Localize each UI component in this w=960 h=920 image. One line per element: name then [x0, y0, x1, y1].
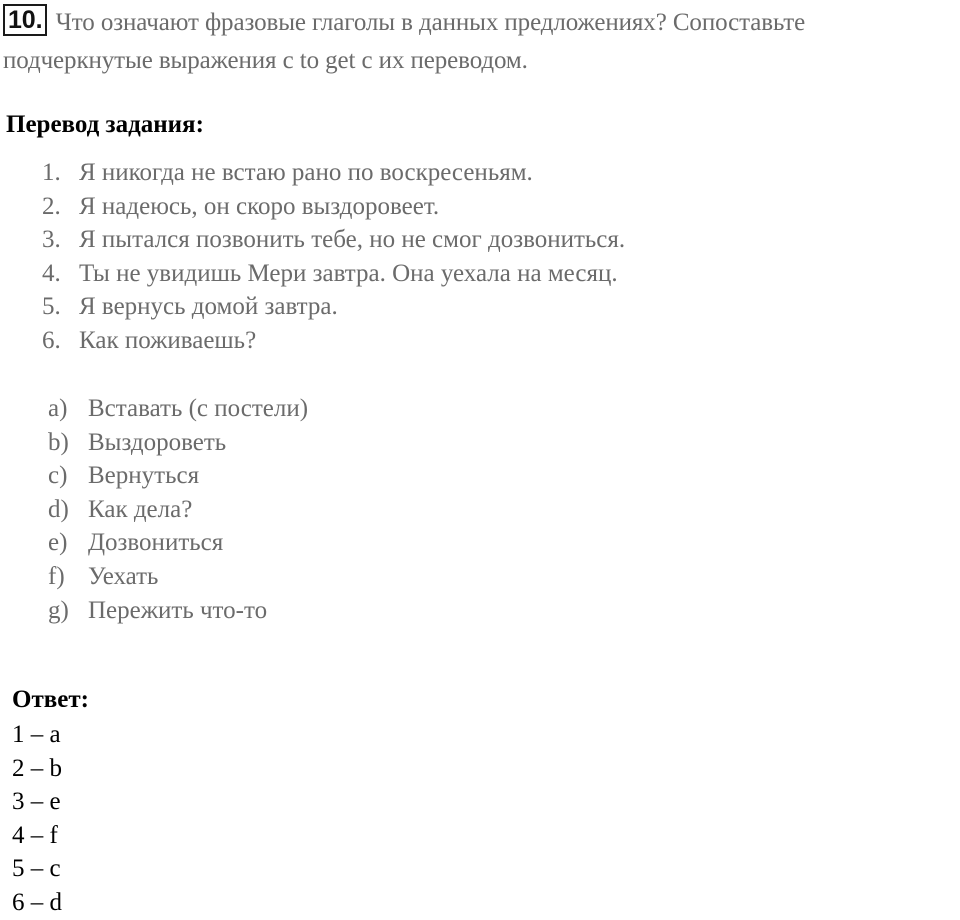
option-marker: b) — [48, 428, 69, 456]
sentence-item — [42, 290, 625, 324]
option-marker: g) — [48, 596, 69, 624]
answer-pair: 5 – c — [12, 855, 61, 883]
sentence-marker: 2. — [42, 192, 61, 220]
task-instruction-text: Что означают фразовые глаголы в данных предложениях? Сопоставьте подчеркнутые выражения с to get с их переводом. — [3, 9, 806, 74]
answer-pair: 2 – b — [12, 754, 62, 782]
option-item — [48, 426, 308, 460]
task-number-badge: 10. — [3, 4, 47, 36]
sentence-marker: 4. — [42, 259, 61, 287]
option-text: Уехать — [88, 562, 159, 590]
translation-heading: Перевод задания: — [6, 111, 204, 138]
sentence-item — [42, 190, 625, 224]
option-text: Вставать (с постели) — [88, 395, 309, 422]
sentence-item — [42, 324, 625, 358]
option-text: Дозвониться — [88, 529, 224, 557]
sentence-text: Я пытался позвонить тебе, но не смог дозвониться. — [79, 226, 626, 254]
option-item — [48, 493, 308, 527]
answer-heading: Ответ: — [12, 686, 89, 713]
option-text: Как дела? — [88, 495, 193, 523]
option-item — [48, 594, 308, 628]
sentence-item — [42, 223, 625, 257]
option-marker: e) — [48, 529, 68, 557]
answer-pair: 1 – a — [12, 721, 61, 748]
sentence-text: Я надеюсь, он скоро выздоровеет. — [79, 192, 440, 220]
sentences-list — [42, 156, 625, 358]
sentence-text: Я никогда не встаю рано по воскресеньям. — [79, 159, 533, 186]
sentence-item — [42, 257, 625, 291]
sentence-item — [42, 156, 625, 190]
option-text: Вернуться — [88, 462, 200, 490]
answer-pair: 4 – f — [12, 821, 58, 849]
answer-pair: 6 – d — [12, 888, 62, 916]
answer-pair: 3 – e — [12, 788, 61, 816]
options-list — [48, 392, 308, 627]
sentence-marker: 3. — [42, 226, 61, 254]
answer-list — [12, 718, 62, 920]
sentence-text: Я вернусь домой завтра. — [79, 293, 338, 321]
sentence-marker: 6. — [42, 326, 61, 354]
option-text: Пережить что-то — [88, 596, 268, 624]
sentence-marker: 5. — [42, 293, 61, 321]
sentence-text: Как поживаешь? — [79, 326, 257, 354]
task-instruction-block — [3, 4, 958, 80]
sentence-text: Ты не увидишь Мери завтра. Она уехала на месяц. — [79, 259, 618, 287]
option-marker: a) — [48, 395, 68, 422]
option-text: Выздороветь — [88, 428, 227, 456]
option-item — [48, 526, 308, 560]
option-item — [48, 392, 308, 426]
option-marker: c) — [48, 462, 68, 490]
option-marker: d) — [48, 495, 69, 523]
option-marker: f) — [48, 562, 65, 590]
option-item — [48, 459, 308, 493]
option-item — [48, 560, 308, 594]
sentence-marker: 1. — [42, 159, 61, 186]
